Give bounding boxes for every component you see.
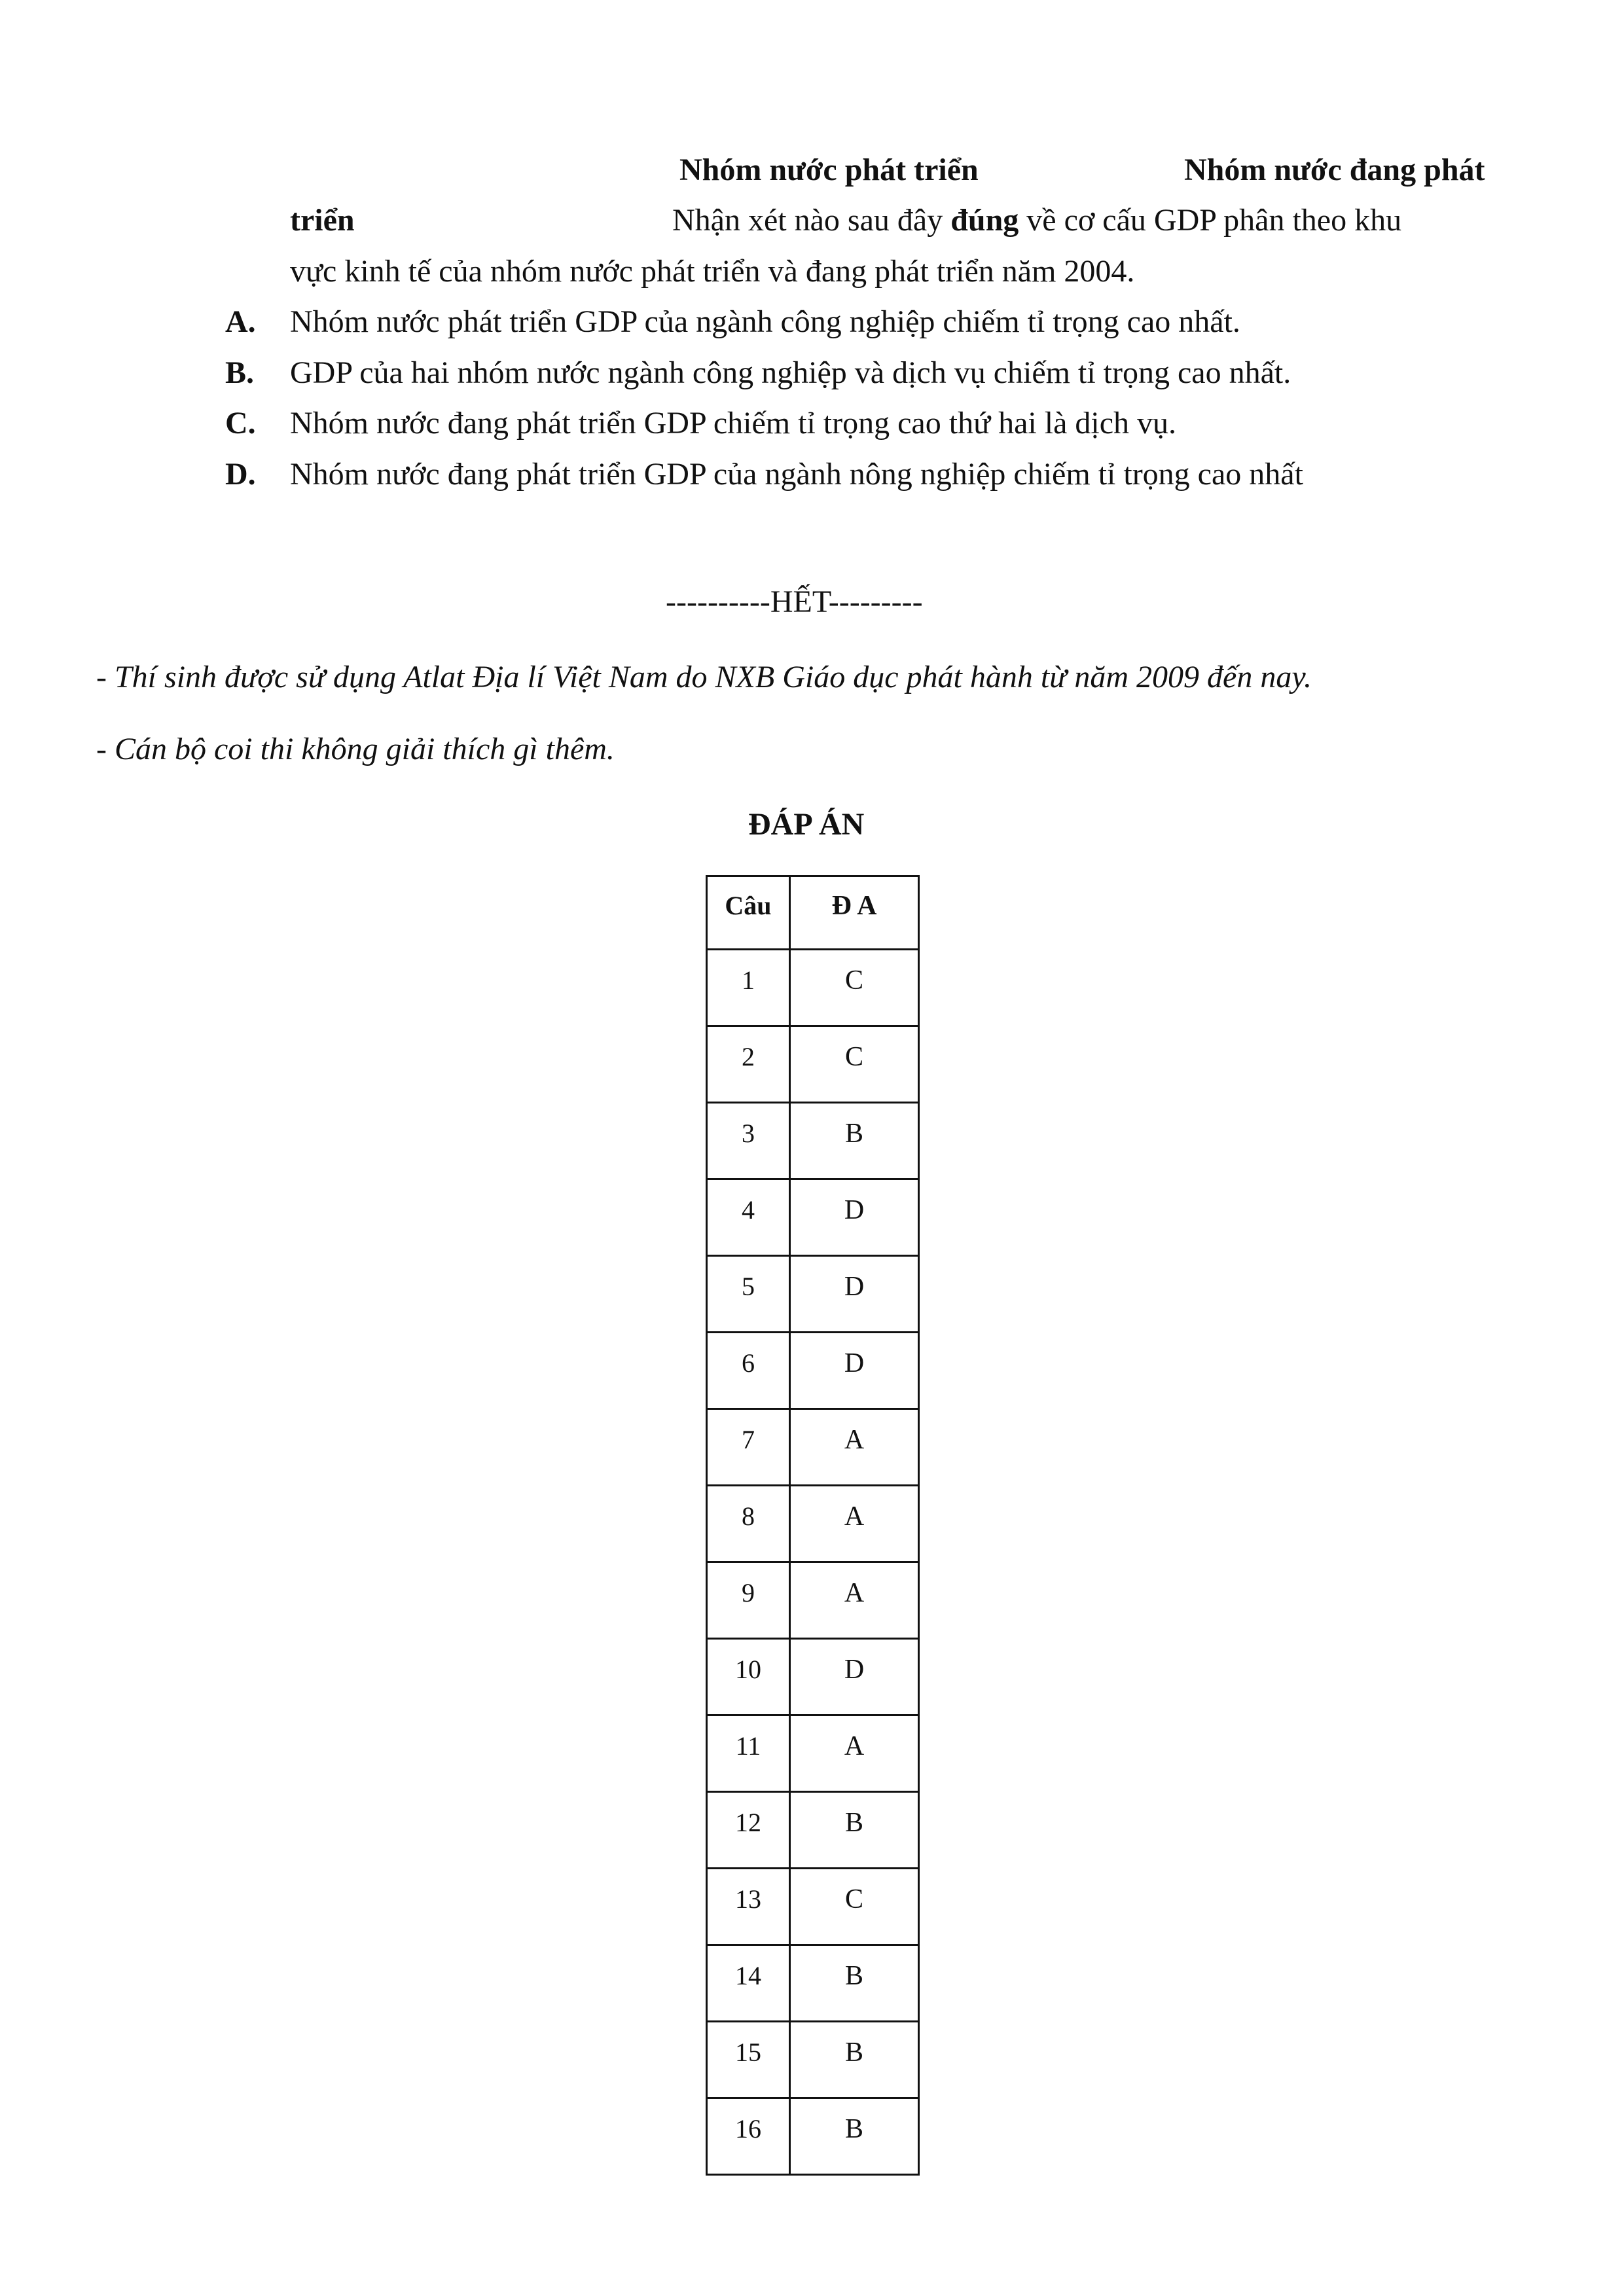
answer-letter: D — [790, 1639, 919, 1715]
question-number: 11 — [707, 1715, 790, 1792]
question-number: 9 — [707, 1562, 790, 1639]
question-number: 2 — [707, 1026, 790, 1103]
question-stem-line2: vực kinh tế của nhóm nước phát triển và đang phát triển năm 2004. — [290, 254, 1135, 289]
table-row — [707, 1869, 919, 1945]
answer-key-table — [706, 875, 920, 2176]
option-text: Nhóm nước phát triển GDP của ngành công nghiệp chiếm tỉ trọng cao nhất. — [290, 304, 1240, 339]
answer-letter: C — [790, 1869, 919, 1945]
table-row — [707, 1103, 919, 1179]
answer-letter: D — [790, 1256, 919, 1333]
question-number: 7 — [707, 1409, 790, 1486]
table-row — [707, 1639, 919, 1715]
answer-letter: D — [790, 1179, 919, 1256]
question-number: 3 — [707, 1103, 790, 1179]
option-text: Nhóm nước đang phát triển GDP của ngành nông nghiệp chiếm tỉ trọng cao nhất — [290, 457, 1303, 492]
option-text: GDP của hai nhóm nước ngành công nghiệp và dịch vụ chiếm tỉ trọng cao nhất. — [290, 355, 1291, 390]
table-row — [707, 2022, 919, 2098]
question-number: 4 — [707, 1179, 790, 1256]
column-header-developing-cont: triển — [290, 203, 355, 238]
table-row — [707, 1486, 919, 1562]
question-number: 14 — [707, 1945, 790, 2022]
table-row — [707, 1179, 919, 1256]
answer-letter: B — [790, 1945, 919, 2022]
table-row — [707, 1409, 919, 1486]
question-number: 8 — [707, 1486, 790, 1562]
option-letter: D. — [225, 457, 256, 492]
table-row — [707, 1945, 919, 2022]
table-header-row — [707, 876, 919, 950]
stem-emphasis: đúng — [950, 203, 1019, 238]
question-number: 13 — [707, 1869, 790, 1945]
option-letter: A. — [225, 304, 256, 339]
question-number: 16 — [707, 2098, 790, 2175]
table-row — [707, 2098, 919, 2175]
stem-text-1: Nhận xét nào sau đây — [672, 203, 951, 238]
note-proctor: - Cán bộ coi thi không giải thích gì thêm. — [96, 732, 615, 766]
note-atlas: - Thí sinh được sử dụng Atlat Địa lí Việt Nam do NXB Giáo dục phát hành từ năm 2009 đến nay. — [96, 660, 1312, 694]
answer-letter: B — [790, 2098, 919, 2175]
table-row — [707, 1256, 919, 1333]
table-row — [707, 1792, 919, 1869]
table-row — [707, 1333, 919, 1409]
answer-letter: C — [790, 950, 919, 1026]
answer-letter: A — [790, 1715, 919, 1792]
answer-letter: B — [790, 1103, 919, 1179]
question-number: 1 — [707, 950, 790, 1026]
answer-letter: B — [790, 1792, 919, 1869]
answer-letter: D — [790, 1333, 919, 1409]
question-number: 5 — [707, 1256, 790, 1333]
answer-letter: A — [790, 1486, 919, 1562]
header-answer: Đ A — [790, 876, 919, 950]
question-number: 10 — [707, 1639, 790, 1715]
option-letter: B. — [225, 355, 255, 390]
header-question: Câu — [707, 876, 790, 950]
end-marker: ----------HẾT--------- — [666, 584, 923, 619]
option-letter: C. — [225, 406, 256, 440]
answer-key-title: ĐÁP ÁN — [748, 807, 865, 842]
question-number: 15 — [707, 2022, 790, 2098]
answer-letter: B — [790, 2022, 919, 2098]
answer-letter: A — [790, 1562, 919, 1639]
table-row — [707, 1562, 919, 1639]
answer-letter: A — [790, 1409, 919, 1486]
stem-text-2: về cơ cấu GDP phân theo khu — [1019, 203, 1402, 238]
column-header-developing: Nhóm nước đang phát — [1184, 152, 1485, 187]
question-number: 12 — [707, 1792, 790, 1869]
table-row — [707, 1026, 919, 1103]
table-row — [707, 950, 919, 1026]
table-row — [707, 1715, 919, 1792]
answer-letter: C — [790, 1026, 919, 1103]
column-header-developed: Nhóm nước phát triển — [679, 152, 979, 187]
question-number: 6 — [707, 1333, 790, 1409]
option-text: Nhóm nước đang phát triển GDP chiếm tỉ trọng cao thứ hai là dịch vụ. — [290, 406, 1177, 440]
question-stem — [672, 201, 1401, 240]
